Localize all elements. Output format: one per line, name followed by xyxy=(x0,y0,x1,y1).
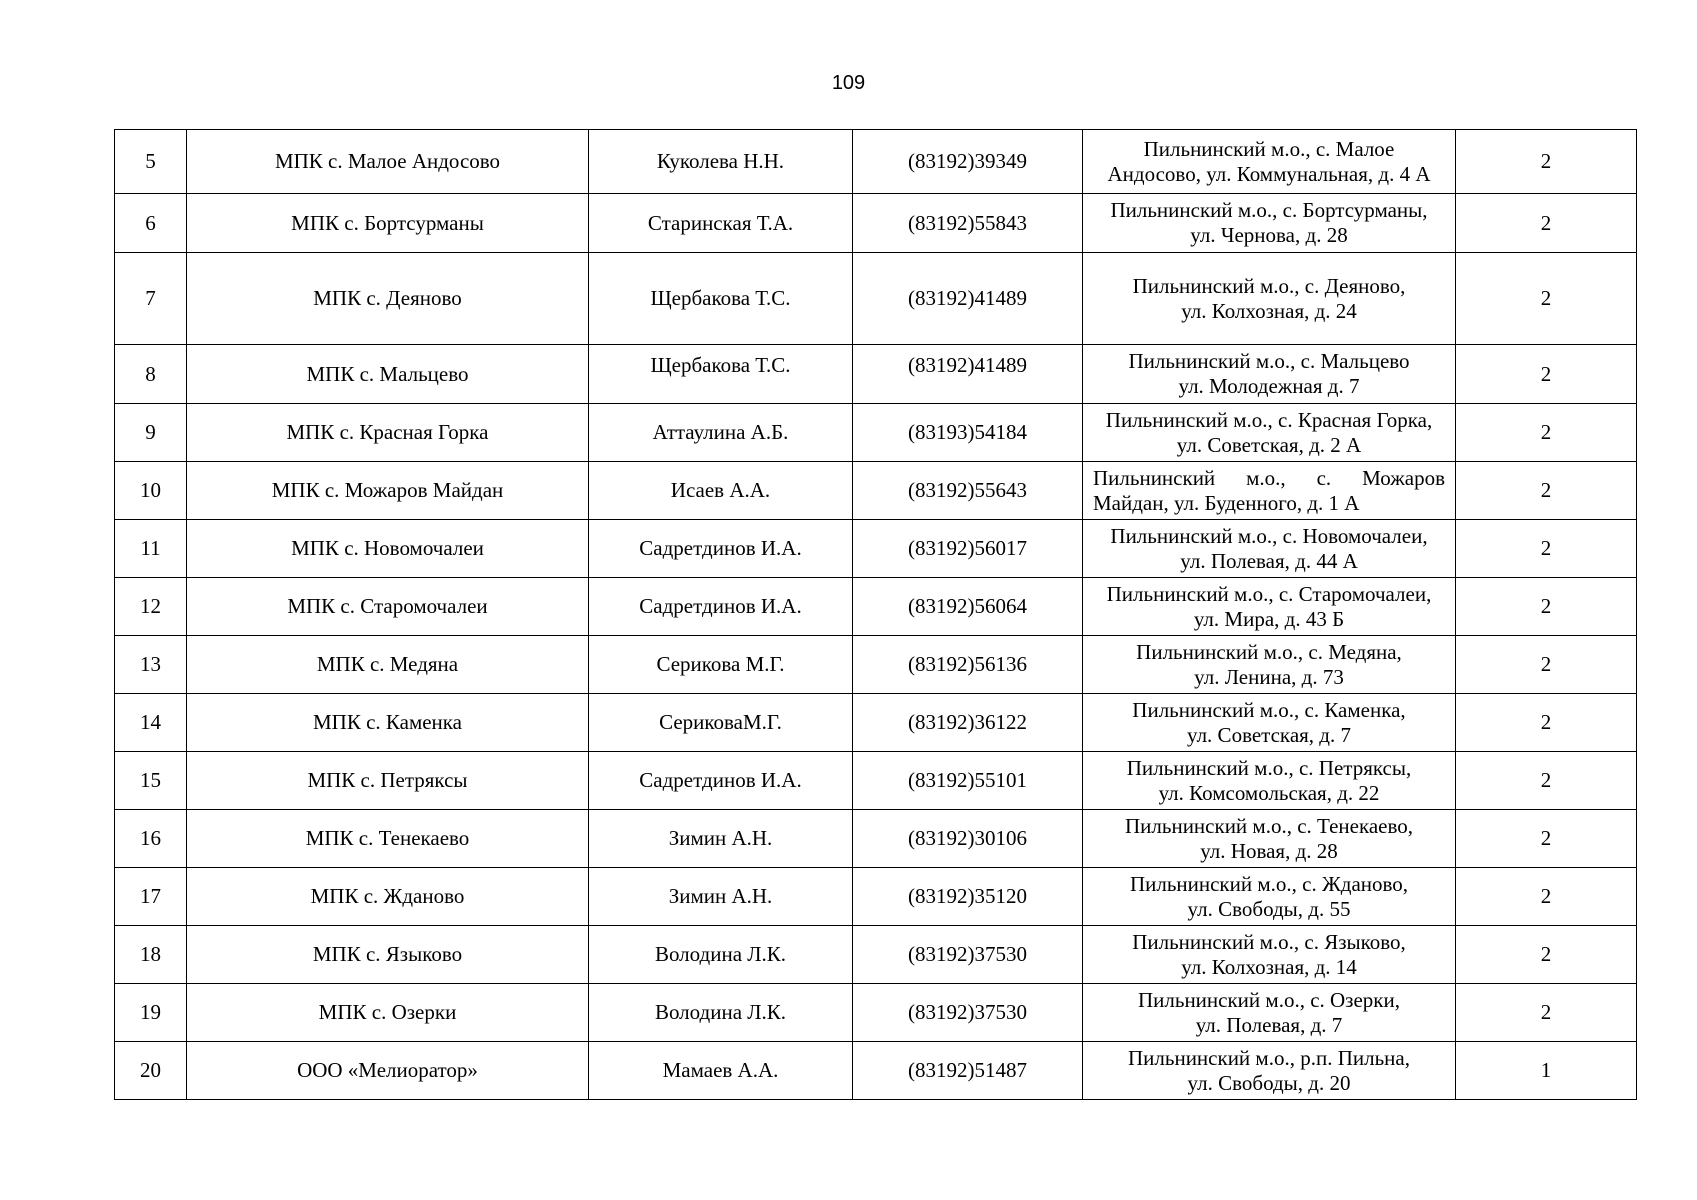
address xyxy=(1083,520,1456,578)
contact-person: Володина Л.К. xyxy=(589,926,853,984)
address xyxy=(1083,1042,1456,1100)
phone-number: (83192)56017 xyxy=(853,520,1083,578)
phone-number: (83192)41489 xyxy=(853,345,1083,404)
table-row xyxy=(115,984,1637,1042)
row-number: 8 xyxy=(115,345,187,404)
phone-number: (83192)41489 xyxy=(853,253,1083,345)
row-number: 17 xyxy=(115,868,187,926)
organization-name: МПК с. Новомочалеи xyxy=(187,520,589,578)
address-line: Пильнинский м.о., с. Красная Горка, xyxy=(1105,407,1433,432)
address-line: ул. Колхозная, д. 24 xyxy=(1181,298,1357,323)
phone-number: (83192)55101 xyxy=(853,752,1083,810)
contact-person: Щербакова Т.С. xyxy=(589,345,853,404)
contact-person: Володина Л.К. xyxy=(589,984,853,1042)
address-line: Пильнинский м.о., с. Языково, xyxy=(1132,929,1406,954)
count-value: 1 xyxy=(1456,1042,1637,1100)
organization-name: МПК с. Красная Горка xyxy=(187,404,589,462)
address-line: ул. Свободы, д. 55 xyxy=(1187,896,1351,921)
address xyxy=(1083,578,1456,636)
address-line: Майдан, ул. Буденного, д. 1 А xyxy=(1093,490,1360,515)
row-number: 15 xyxy=(115,752,187,810)
count-value: 2 xyxy=(1456,578,1637,636)
phone-number: (83193)54184 xyxy=(853,404,1083,462)
organization-name: МПК с. Деяново xyxy=(187,253,589,345)
row-number: 12 xyxy=(115,578,187,636)
table-row xyxy=(115,130,1637,194)
row-number: 9 xyxy=(115,404,187,462)
contact-person: Зимин А.Н. xyxy=(589,810,853,868)
address xyxy=(1083,636,1456,694)
table-row xyxy=(115,868,1637,926)
count-value: 2 xyxy=(1456,694,1637,752)
address-word: Пильнинский xyxy=(1093,465,1216,490)
address-word: с. xyxy=(1316,465,1332,490)
organization-name: МПК с. Бортсурманы xyxy=(187,194,589,253)
address-line: ул. Новая, д. 28 xyxy=(1200,838,1338,863)
address-line: Пильнинский м.о., р.п. Пильна, xyxy=(1128,1045,1410,1070)
contacts-table xyxy=(114,129,1637,1100)
address-line: Андосово, ул. Коммунальная, д. 4 А xyxy=(1107,161,1431,186)
address xyxy=(1083,253,1456,345)
table-row xyxy=(115,636,1637,694)
phone-number: (83192)37530 xyxy=(853,926,1083,984)
address-line: ул. Советская, д. 7 xyxy=(1187,722,1351,747)
organization-name: МПК с. Малое Андосово xyxy=(187,130,589,194)
count-value: 2 xyxy=(1456,926,1637,984)
count-value: 2 xyxy=(1456,194,1637,253)
table-row xyxy=(115,752,1637,810)
address-word: Можаров xyxy=(1362,465,1445,490)
address xyxy=(1083,462,1456,520)
count-value: 2 xyxy=(1456,253,1637,345)
count-value: 2 xyxy=(1456,404,1637,462)
row-number: 20 xyxy=(115,1042,187,1100)
table-row xyxy=(115,1042,1637,1100)
phone-number: (83192)37530 xyxy=(853,984,1083,1042)
address-line: Пильнинский м.о., с. Новомочалеи, xyxy=(1110,523,1428,548)
phone-number: (83192)55643 xyxy=(853,462,1083,520)
address xyxy=(1083,752,1456,810)
phone-number: (83192)36122 xyxy=(853,694,1083,752)
address-line: Пильнинский м.о., с. Жданово, xyxy=(1129,871,1409,896)
table-row xyxy=(115,345,1637,404)
contact-person: Аттаулина А.Б. xyxy=(589,404,853,462)
address xyxy=(1083,694,1456,752)
table-row xyxy=(115,810,1637,868)
organization-name: ООО «Мелиоратор» xyxy=(187,1042,589,1100)
phone-number: (83192)39349 xyxy=(853,130,1083,194)
row-number: 14 xyxy=(115,694,187,752)
count-value: 2 xyxy=(1456,345,1637,404)
address-line: ул. Чернова, д. 28 xyxy=(1190,223,1348,247)
count-value: 2 xyxy=(1456,520,1637,578)
contact-person: Садретдинов И.А. xyxy=(589,752,853,810)
table-row xyxy=(115,253,1637,345)
address xyxy=(1083,868,1456,926)
address xyxy=(1083,984,1456,1042)
contact-person: Старинская Т.А. xyxy=(589,194,853,253)
row-number: 18 xyxy=(115,926,187,984)
address xyxy=(1083,194,1456,253)
count-value: 2 xyxy=(1456,462,1637,520)
page-number: 109 xyxy=(831,72,866,94)
organization-name: МПК с. Жданово xyxy=(187,868,589,926)
row-number: 11 xyxy=(115,520,187,578)
address xyxy=(1083,130,1456,194)
address xyxy=(1083,926,1456,984)
row-number: 7 xyxy=(115,253,187,345)
address-line: ул. Мира, д. 43 Б xyxy=(1193,606,1345,631)
address-line: ул. Советская, д. 2 А xyxy=(1176,432,1362,457)
address-word: м.о., xyxy=(1246,465,1286,490)
count-value: 2 xyxy=(1456,130,1637,194)
contact-person: СериковаМ.Г. xyxy=(589,694,853,752)
row-number: 19 xyxy=(115,984,187,1042)
address-line: Пильнинский м.о., с. Мальцево xyxy=(1128,349,1410,373)
count-value: 2 xyxy=(1456,636,1637,694)
address-line: Пильнинский м.о., с. Озерки, xyxy=(1137,987,1400,1012)
address-line: Пильнинский м.о., с. Каменка, xyxy=(1132,697,1406,722)
phone-number: (83192)56136 xyxy=(853,636,1083,694)
phone-number: (83192)30106 xyxy=(853,810,1083,868)
contact-person: Щербакова Т.С. xyxy=(589,253,853,345)
address-line: ул. Полевая, д. 7 xyxy=(1195,1012,1343,1037)
table-row xyxy=(115,694,1637,752)
contact-person: Исаев А.А. xyxy=(589,462,853,520)
organization-name: МПК с. Озерки xyxy=(187,984,589,1042)
contact-person: Куколева Н.Н. xyxy=(589,130,853,194)
phone-number: (83192)55843 xyxy=(853,194,1083,253)
phone-number: (83192)51487 xyxy=(853,1042,1083,1100)
table-row xyxy=(115,404,1637,462)
phone-number: (83192)56064 xyxy=(853,578,1083,636)
row-number: 5 xyxy=(115,130,187,194)
table-row xyxy=(115,578,1637,636)
row-number: 10 xyxy=(115,462,187,520)
count-value: 2 xyxy=(1456,868,1637,926)
organization-name: МПК с. Петряксы xyxy=(187,752,589,810)
address-line: Пильнинский м.о., с. Старомочалеи, xyxy=(1106,581,1432,606)
address-line: Пильнинский м.о., с. Малое xyxy=(1143,136,1395,161)
table-row xyxy=(115,520,1637,578)
organization-name: МПК с. Можаров Майдан xyxy=(187,462,589,520)
contact-person: Садретдинов И.А. xyxy=(589,520,853,578)
table-row xyxy=(115,462,1637,520)
organization-name: МПК с. Тенекаево xyxy=(187,810,589,868)
address xyxy=(1083,345,1456,404)
contact-person: Зимин А.Н. xyxy=(589,868,853,926)
address-line: ул. Колхозная, д. 14 xyxy=(1181,954,1357,979)
row-number: 16 xyxy=(115,810,187,868)
address-line: ул. Молодежная д. 7 xyxy=(1178,374,1360,398)
address-line: ул. Полевая, д. 44 А xyxy=(1180,548,1358,573)
address-line: ул. Свободы, д. 20 xyxy=(1187,1070,1351,1095)
address-line: Пильнинский м.о., с. Медяна, xyxy=(1136,639,1402,664)
organization-name: МПК с. Медяна xyxy=(187,636,589,694)
table-row xyxy=(115,194,1637,253)
contact-person: Мамаев А.А. xyxy=(589,1042,853,1100)
address-line: ул. Комсомольская, д. 22 xyxy=(1158,780,1380,805)
contact-person: Серикова М.Г. xyxy=(589,636,853,694)
address-line: Пильнинский м.о., с. Тенекаево, xyxy=(1125,813,1413,838)
count-value: 2 xyxy=(1456,984,1637,1042)
address-line xyxy=(1093,466,1445,491)
count-value: 2 xyxy=(1456,810,1637,868)
phone-number: (83192)35120 xyxy=(853,868,1083,926)
address-line: Пильнинский м.о., с. Деяново, xyxy=(1132,273,1406,298)
contact-person: Садретдинов И.А. xyxy=(589,578,853,636)
row-number: 6 xyxy=(115,194,187,253)
address-line: Пильнинский м.о., с. Бортсурманы, xyxy=(1110,198,1428,222)
count-value: 2 xyxy=(1456,752,1637,810)
organization-name: МПК с. Мальцево xyxy=(187,345,589,404)
organization-name: МПК с. Старомочалеи xyxy=(187,578,589,636)
row-number: 13 xyxy=(115,636,187,694)
address-line: Пильнинский м.о., с. Петряксы, xyxy=(1126,755,1412,780)
organization-name: МПК с. Каменка xyxy=(187,694,589,752)
address xyxy=(1083,404,1456,462)
address-line: ул. Ленина, д. 73 xyxy=(1194,664,1344,689)
organization-name: МПК с. Языково xyxy=(187,926,589,984)
address xyxy=(1083,810,1456,868)
table-row xyxy=(115,926,1637,984)
